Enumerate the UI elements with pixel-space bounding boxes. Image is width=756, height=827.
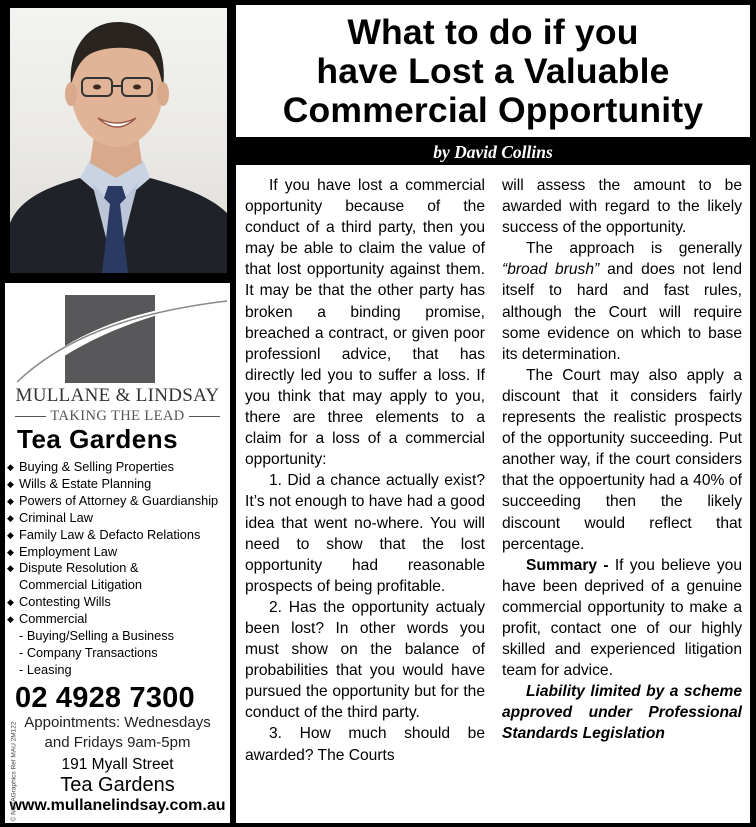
service-item bbox=[7, 510, 218, 527]
service-label: Employment Law bbox=[19, 543, 118, 559]
website-link[interactable]: www.mullanelindsay.com.au bbox=[9, 797, 226, 814]
service-item bbox=[7, 560, 218, 577]
article-paragraph: 2. Has the opportunity actualy been lost? In other words you must show on the balance of probabilities that you would have pursued the opportunity but for the conduct of the third party. bbox=[245, 598, 485, 722]
headline bbox=[283, 13, 704, 130]
quoted-phrase: “broad brush” bbox=[502, 261, 600, 279]
service-item bbox=[7, 577, 218, 594]
text-run: The approach is generally bbox=[526, 240, 742, 258]
text-run: and does not lend itself to hard and fast rules, although the Court will require some evidence on which to base its determination. bbox=[502, 261, 743, 363]
liability-disclaimer: Liability limited by a scheme approved under Professional Standards Legislation bbox=[502, 683, 742, 743]
service-item bbox=[7, 476, 218, 493]
service-item bbox=[7, 459, 218, 476]
article-paragraph: 3. How much should be awarded? The Courts bbox=[245, 725, 485, 764]
service-label: Buying & Selling Properties bbox=[19, 459, 175, 474]
text-run: If you believe you have been deprived of a genuine commercial opportunity to make a profit, contact one of our highly skilled and experienced litigation team for advice. bbox=[502, 556, 742, 680]
service-label: Family Law & Defacto Relations bbox=[19, 526, 201, 542]
author-photo bbox=[10, 8, 227, 273]
service-label: Commercial Litigation bbox=[19, 577, 143, 593]
service-item bbox=[7, 493, 218, 510]
logo-swoosh-icon bbox=[5, 291, 230, 391]
service-item bbox=[7, 628, 218, 645]
headline-line: What to do if you bbox=[347, 11, 639, 52]
town-name: Tea Gardens bbox=[60, 774, 175, 796]
service-label: Contesting Wills bbox=[19, 594, 111, 610]
article-paragraph: The Court may also apply a discount that it considers fairly represents the realistic prospects of the opportunity succeeding. Put another way, if the court considers that the oppoertunity had a 40% of succeeding then the likely discount would reflect that percentage. bbox=[502, 366, 742, 553]
bullet-diamond-icon: ◆ bbox=[7, 462, 14, 472]
headline-box bbox=[236, 5, 750, 137]
bullet-diamond-icon: ◆ bbox=[7, 478, 14, 489]
service-label: - Company Transactions bbox=[19, 644, 158, 660]
service-item bbox=[7, 645, 218, 662]
divider bbox=[189, 416, 220, 417]
service-item bbox=[7, 662, 218, 679]
headline-line: Commercial Opportunity bbox=[282, 89, 704, 130]
services-list bbox=[7, 459, 218, 679]
appointment-line: and Fridays 9am-5pm bbox=[44, 734, 191, 751]
street-address: 191 Myall Street bbox=[61, 756, 174, 773]
bullet-diamond-icon: ◆ bbox=[7, 495, 14, 506]
firm-name: MULLANE & LINDSAY bbox=[15, 385, 220, 406]
bullet-diamond-icon: ◆ bbox=[7, 546, 14, 557]
service-item bbox=[7, 544, 218, 561]
bullet-diamond-icon: ◆ bbox=[7, 563, 14, 574]
phone-number[interactable]: 02 4928 7300 bbox=[15, 682, 195, 714]
appointment-line: Appointments: Wednesdays bbox=[24, 714, 211, 731]
article-body bbox=[236, 165, 750, 823]
advertisement-panel bbox=[5, 283, 230, 823]
service-label: Criminal Law bbox=[19, 509, 93, 525]
article-paragraph: If you have lost a commercial opportunity because of the conduct of a third party, then you may be able to claim the value of that lost opportunity against them. It may be that the other party has broken a binding promise, breached a contract, or given poor professionl advice, that has directly led you to suffer a loss. If you think that may apply to you, there are three elements to a claim for a loss of a commercial opportunity: bbox=[245, 177, 485, 469]
firm-logo bbox=[5, 291, 230, 431]
service-item bbox=[7, 611, 218, 628]
byline: by David Collins bbox=[433, 142, 553, 162]
headline-line: have Lost a Valuable bbox=[316, 50, 670, 91]
service-label: Powers of Attorney & Guardianship bbox=[19, 492, 219, 508]
summary-paragraph bbox=[502, 555, 742, 682]
bullet-diamond-icon: ◆ bbox=[7, 512, 14, 523]
bullet-diamond-icon: ◆ bbox=[7, 614, 14, 625]
service-label: Wills & Estate Planning bbox=[19, 475, 152, 491]
service-label: - Leasing bbox=[19, 661, 72, 677]
article-paragraph: will assess the amount to be awarded with regard to the likely success of the opportunity. bbox=[502, 177, 742, 237]
service-item bbox=[7, 527, 218, 544]
article-paragraph bbox=[502, 238, 742, 365]
service-item bbox=[7, 594, 218, 611]
article-column-2 bbox=[502, 175, 742, 745]
bullet-diamond-icon: ◆ bbox=[7, 597, 14, 608]
article-column-1 bbox=[245, 175, 485, 766]
tagline-row bbox=[15, 408, 220, 425]
service-label: - Buying/Selling a Business bbox=[19, 628, 175, 644]
article-paragraph: 1. Did a chance actually exist? It’s not enough to have had a good idea that went no-where. You will need to show that the lost opportunity had reasonable prospects of being profitable. bbox=[245, 472, 485, 595]
office-location-title: Tea Gardens bbox=[17, 424, 179, 454]
tagline: TAKING THE LEAD bbox=[50, 408, 185, 424]
service-label: Commercial bbox=[19, 611, 88, 627]
portrait-illustration bbox=[10, 8, 227, 273]
bullet-diamond-icon: ◆ bbox=[7, 529, 14, 540]
graphics-credit: © NOTAGraphics Ref MAU 2M122 bbox=[10, 721, 18, 822]
divider bbox=[15, 416, 46, 417]
summary-label: Summary - bbox=[526, 556, 609, 574]
appointment-hours bbox=[5, 713, 230, 753]
service-label: Dispute Resolution & bbox=[19, 560, 139, 576]
